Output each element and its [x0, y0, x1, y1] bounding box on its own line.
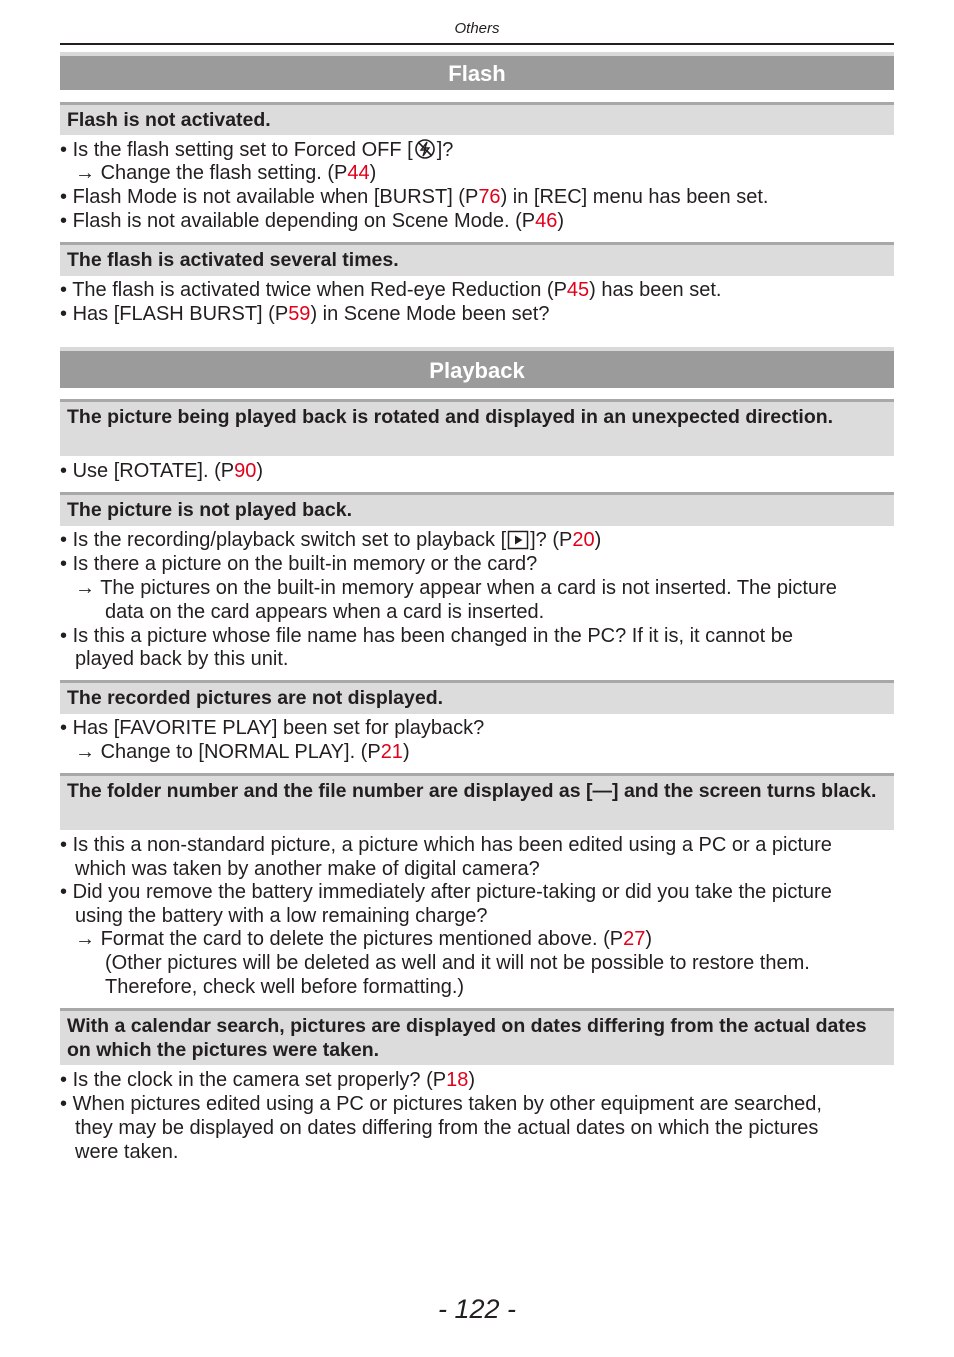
bullet: • — [60, 460, 68, 482]
list-item: • Is there a picture on the built-in memory or the card? — [60, 553, 538, 575]
page-ref-link[interactable]: 59 — [288, 303, 311, 325]
bullet: • — [60, 1093, 68, 1115]
bullet: • — [60, 139, 68, 161]
running-head: Others — [454, 20, 500, 37]
header-rule — [60, 43, 894, 45]
arrow-icon: → — [75, 928, 95, 950]
page-ref-link[interactable]: 21 — [380, 741, 403, 763]
list-item: • Flash Mode is not available when [BURST] (P76) in [REC] menu has been set. — [60, 186, 769, 208]
list-item: • Is the recording/playback switch set to playback [ ]? (P20) — [60, 529, 602, 551]
bullet: • — [60, 210, 68, 232]
bullet: • — [60, 186, 68, 208]
list-item: • Is this a non-standard picture, a picture which has been edited using a PC or a picture — [60, 834, 832, 856]
list-item-continued: played back by this unit. — [75, 648, 289, 670]
list-item: • Flash is not available depending on Scene Mode. (P46) — [60, 210, 565, 232]
playback-icon — [507, 530, 529, 550]
list-item: • Has [FLASH BURST] (P59) in Scene Mode been set? — [60, 303, 550, 325]
arrow-icon: → — [75, 162, 95, 184]
section-title-playback: Playback — [60, 347, 894, 388]
page-ref-link[interactable]: 76 — [478, 186, 501, 208]
list-item: • When pictures edited using a PC or pictures taken by other equipment are searched, — [60, 1093, 822, 1115]
list-item-continued: Therefore, check well before formatting.) — [105, 976, 465, 998]
page-ref-link[interactable]: 18 — [446, 1069, 469, 1091]
list-item-continued: were taken. — [75, 1141, 179, 1163]
bullet: • — [60, 834, 68, 856]
list-item-continued: they may be displayed on dates differing from the actual dates on which the pictures — [75, 1117, 819, 1139]
list-item: • The flash is activated twice when Red-eye Reduction (P45) has been set. — [60, 279, 722, 301]
list-item: • Has [FAVORITE PLAY] been set for playback? — [60, 717, 485, 739]
list-item: • Use [ROTATE]. (P90) — [60, 460, 263, 482]
page-ref-link[interactable]: 20 — [572, 529, 595, 551]
topic-not-displayed: The recorded pictures are not displayed. — [60, 680, 894, 714]
topic-flash-several-times: The flash is activated several times. — [60, 242, 894, 276]
page-ref-link[interactable]: 46 — [535, 210, 558, 232]
page-ref-link[interactable]: 44 — [347, 162, 370, 184]
bullet: • — [60, 279, 68, 301]
list-item: • Is this a picture whose file name has been changed in the PC? If it is, it cannot be — [60, 625, 793, 647]
bullet: • — [60, 553, 68, 575]
topic-flash-not-activated: Flash is not activated. — [60, 102, 894, 135]
page-ref-link[interactable]: 45 — [566, 279, 590, 301]
topic-not-played-back: The picture is not played back. — [60, 492, 894, 526]
bullet: • — [60, 303, 68, 325]
list-item-continued: (Other pictures will be deleted as well and it will not be possible to restore them. — [105, 952, 810, 974]
list-item: → The pictures on the built-in memory appear when a card is not inserted. The picture — [75, 577, 837, 599]
arrow-icon: → — [75, 577, 95, 599]
topic-calendar-search: With a calendar search, pictures are displayed on dates differing from the actual dates on which the pictures were taken. — [60, 1008, 894, 1065]
list-item: → Change to [NORMAL PLAY]. (P21) — [75, 741, 410, 763]
section-title-flash: Flash — [60, 52, 894, 90]
page-ref-link[interactable]: 27 — [623, 928, 646, 950]
list-item-continued: using the battery with a low remaining charge? — [75, 905, 488, 927]
arrow-icon: → — [75, 741, 95, 763]
list-item-continued: which was taken by another make of digital camera? — [75, 858, 540, 880]
list-item: → Change the flash setting. (P44) — [75, 162, 377, 184]
list-item: • Did you remove the battery immediately after picture-taking or did you take the picture — [60, 881, 832, 903]
topic-rotated-picture: The picture being played back is rotated and displayed in an unexpected direction. — [60, 399, 894, 456]
page-ref-link[interactable]: 90 — [234, 460, 257, 482]
bullet: • — [60, 1069, 68, 1091]
list-item: • Is the clock in the camera set properly? (P18) — [60, 1069, 475, 1091]
bullet: • — [60, 881, 68, 903]
flash-off-icon — [414, 138, 436, 160]
list-item: • Is the flash setting set to Forced OFF [ ]? — [60, 139, 454, 161]
topic-folder-number: The folder number and the file number are displayed as [—] and the screen turns black. — [60, 773, 894, 830]
bullet: • — [60, 625, 68, 647]
bullet: • — [60, 529, 68, 551]
list-item-continued: data on the card appears when a card is inserted. — [105, 601, 545, 623]
page-number: - 122 - — [437, 1294, 517, 1324]
list-item: → Format the card to delete the pictures mentioned above. (P27) — [75, 928, 652, 950]
bullet: • — [60, 717, 68, 739]
